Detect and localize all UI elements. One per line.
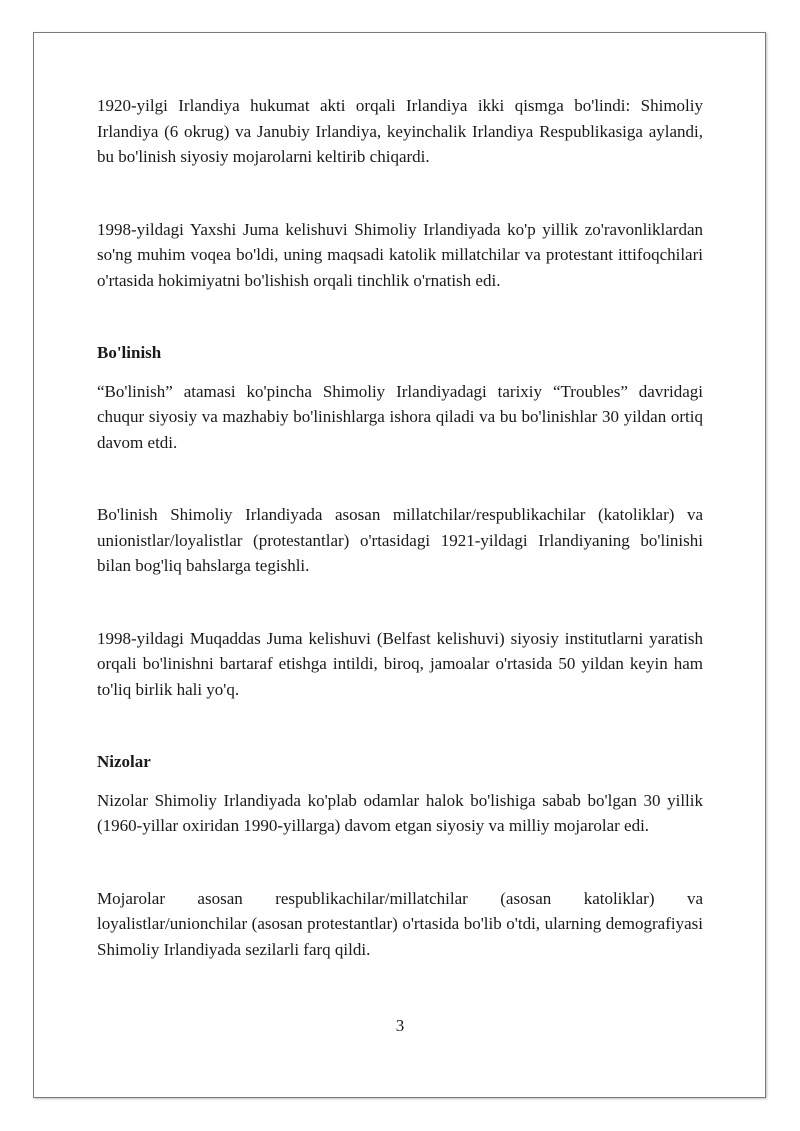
page-content	[97, 93, 703, 962]
paragraph-bolinish-3: 1998-yildagi Muqaddas Juma kelishuvi (Belfast kelishuvi) siyosiy institutlarni yaratish orqali bo'linishni bartaraf etishga intildi, biroq, jamoalar o'rtasida 50 yildan keyin ham to'liq birlik hali yo'q.	[97, 628, 703, 699]
paragraph-bolinish-2: Bo'linish Shimoliy Irlandiyada asosan millatchilar/respublikachilar (katoliklar) va unionistlar/loyalistlar (protestantlar) o'rtasidagi 1921-yildagi Irlandiyaning bo'linishi bilan bog'liq bahslarga tegishli.	[97, 505, 703, 575]
paragraph-intro-1: 1920-yilgi Irlandiya hukumat akti orqali Irlandiya ikki qismga bo'lindi: Shimoliy Irlandiya (6 okrug) va Janubiy Irlandiya, keyinchalik Irlandiya Respublikasiga aylandi, bu bo'linish siyosiy mojarolarni keltirib chiqardi.	[97, 96, 703, 166]
page-number: 3	[395, 1016, 405, 1035]
paragraph-nizolar-1: Nizolar Shimoliy Irlandiyada ko'plab odamlar halok bo'lishiga sabab bo'lgan 30 yillik (1960-yillar oxiridan 1990-yillarga) davom etgan siyosiy va milliy mojarolar edi.	[97, 790, 703, 835]
paragraph-bolinish-1: “Bo'linish” atamasi ko'pincha Shimoliy Irlandiyadagi tarixiy “Troubles” davridagi chuqur siyosiy va mazhabiy bo'linishlarga ishora qiladi va bu bo'linishlar 30 yildan ortiq davom etdi.	[97, 381, 703, 452]
heading-bolinish: Bo'linish	[97, 343, 162, 362]
paragraph-intro-2: 1998-yildagi Yaxshi Juma kelishuvi Shimoliy Irlandiyada ko'p yillik zo'ravonliklardan so'ng muhim voqea bo'ldi, uning maqsadi katolik millatchilar va protestant ittifoqchilari o'rtasida hokimiyatni bo'lishish orqali tinchlik o'rnatish edi.	[97, 219, 703, 290]
paragraph-nizolar-2: Mojarolar asosan respublikachilar/millatchilar (asosan katoliklar) va loyalistlar/unionchilar (asosan protestantlar) o'rtasida bo'lib o'tdi, ularning demografiyasi Shimoliy Irlandiyada sezilarli farq qildi.	[97, 888, 703, 959]
heading-nizolar: Nizolar	[97, 752, 151, 771]
